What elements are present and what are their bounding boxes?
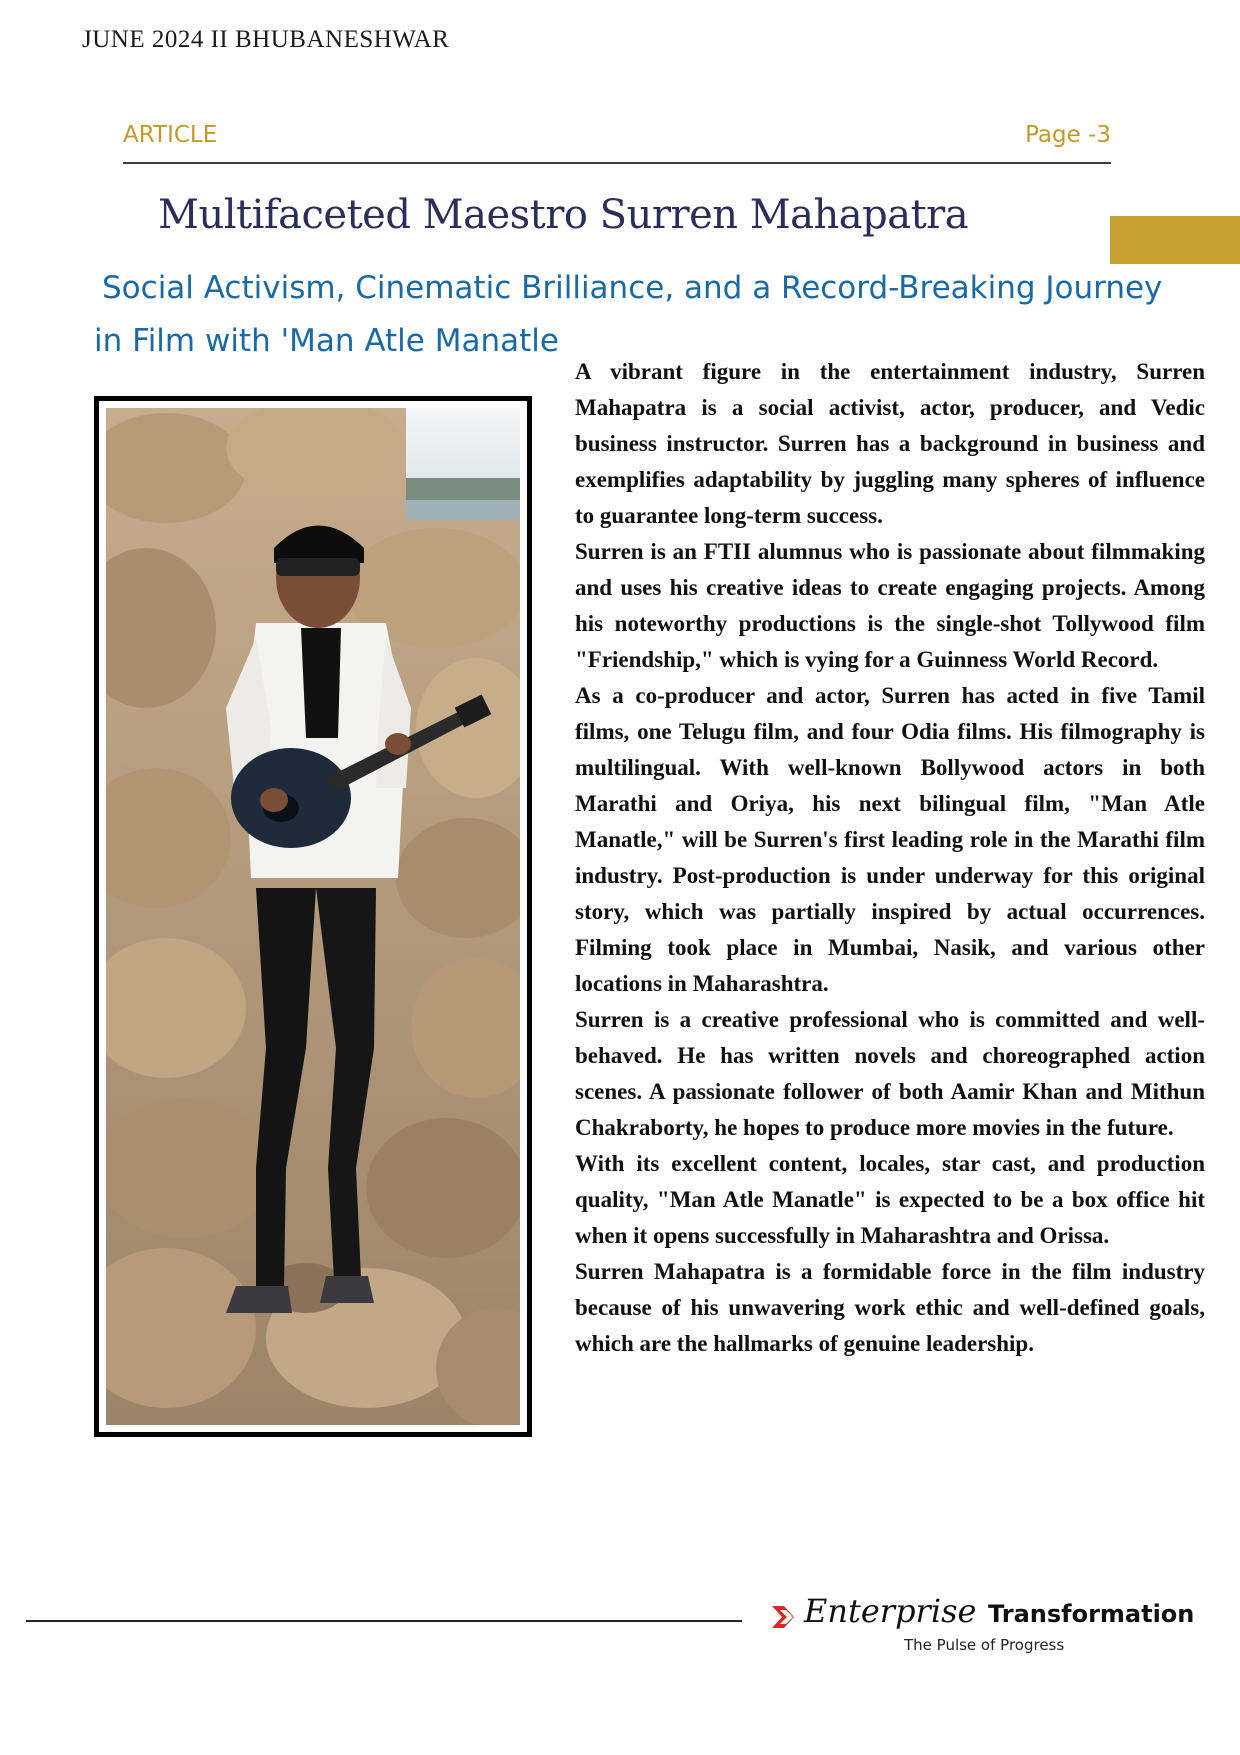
portrait-photo: [106, 408, 520, 1425]
page-number: Page -3: [1025, 122, 1111, 148]
paragraph-3: As a co-producer and actor, Surren has acted in five Tamil films, one Telugu film, and four Odia films. His filmography is multilingual. With well-known Bollywood actors in both Marathi and Oriya, his next bilingual film, "Man Atle Manatle," will be Surren's first leading role in the Marathi film industry. Post-production is under underway for this original story, which was partially inspired by actual occurrences. Filming took place in Mumbai, Nasik, and various other locations in Maharashtra.: [575, 683, 1205, 996]
brand-logo: [770, 1592, 1210, 1658]
subtitle-line-2: in Film with 'Man Atle Manatle: [94, 323, 559, 359]
article-body: [575, 354, 1205, 1362]
article-photo-frame: [94, 396, 532, 1437]
gold-accent-tab: [1110, 216, 1240, 264]
paragraph-2: Surren is an FTII alumnus who is passionate about filmmaking and uses his creative ideas to create engaging projects. Among his noteworthy productions is the single-shot Tollywood film "Friendship," which is vying for a Guinness World Record.: [575, 539, 1205, 672]
brand-chevron-icon: [770, 1602, 800, 1632]
brand-word-transformation: Transformation: [988, 1600, 1195, 1628]
article-subtitle: [94, 262, 1194, 368]
dateline: JUNE 2024 II BHUBANESHWAR: [82, 26, 450, 53]
article-title: Multifaceted Maestro Surren Mahapatra: [158, 192, 969, 238]
section-label: ARTICLE: [123, 122, 218, 148]
paragraph-4: Surren is a creative professional who is committed and well-behaved. He has written novels and choreographed action scenes. A passionate follower of both Aamir Khan and Mithun Chakraborty, he hopes to produce more movies in the future.: [575, 1007, 1205, 1140]
footer-divider: [26, 1620, 742, 1622]
section-header: [123, 122, 1111, 164]
subtitle-line-1: Social Activism, Cinematic Brilliance, and a Record-Breaking Journey: [102, 270, 1163, 306]
brand-tagline: The Pulse of Progress: [904, 1636, 1065, 1654]
photo-illustration: [106, 408, 520, 1425]
brand-word-enterprise: Enterprise: [804, 1592, 977, 1630]
paragraph-6: Surren Mahapatra is a formidable force in the film industry because of his unwavering work ethic and well-defined goals, which are the hallmarks of genuine leadership.: [575, 1259, 1205, 1356]
paragraph-5: With its excellent content, locales, star cast, and production quality, "Man Atle Manatle" is expected to be a box office hit when it opens successfully in Maharashtra and Orissa.: [575, 1151, 1205, 1248]
paragraph-1: A vibrant figure in the entertainment industry, Surren Mahapatra is a social activist, actor, producer, and Vedic business instructor. Surren has a background in business and exemplifies adaptability by juggling many spheres of influence to guarantee long-term success.: [575, 359, 1205, 528]
